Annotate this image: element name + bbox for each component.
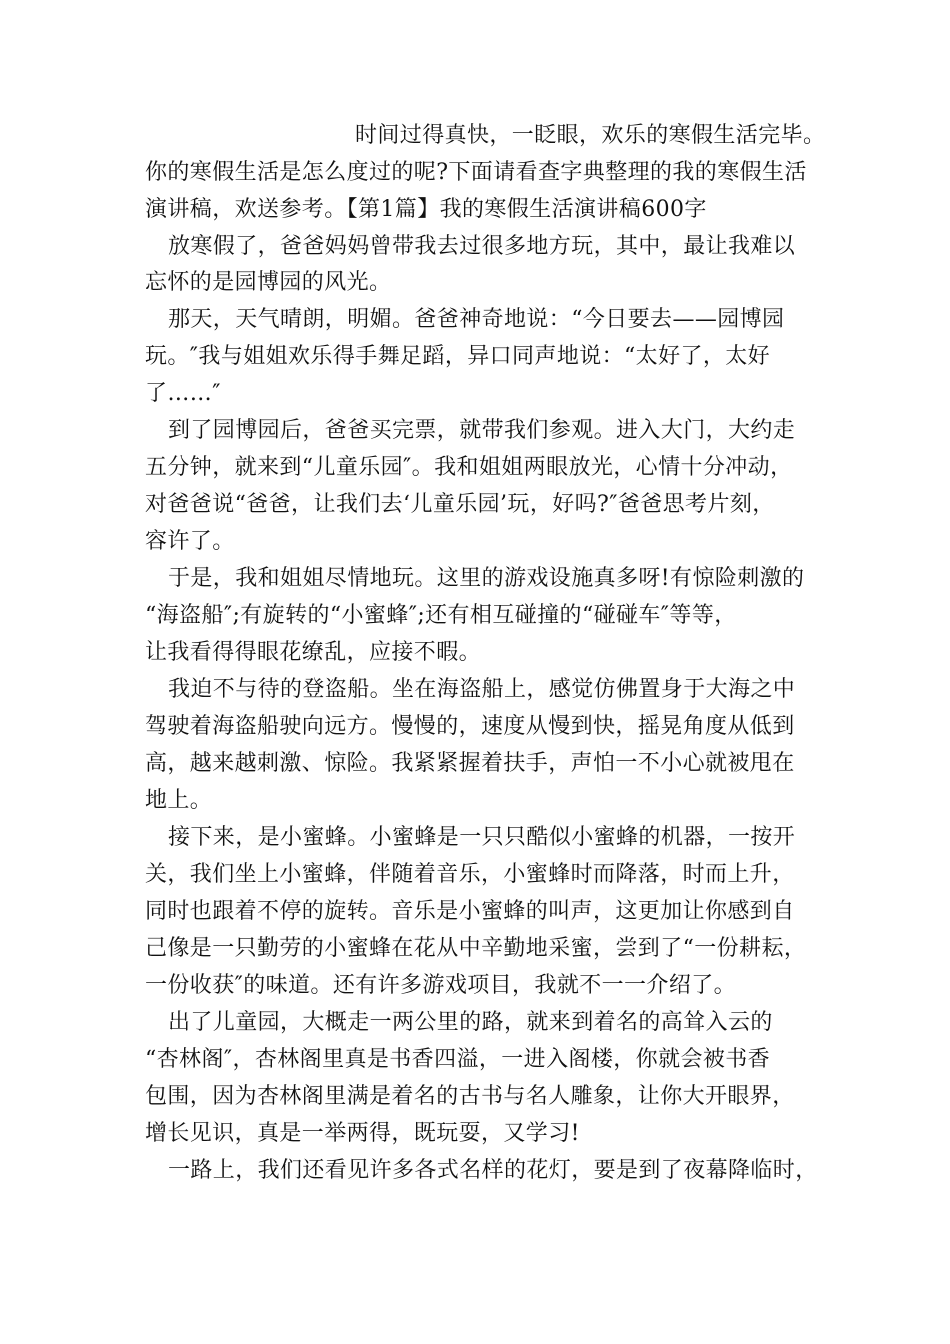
text-line: 了……″ bbox=[145, 381, 221, 406]
text-line: 对爸爸说“爸爸，让我们去‘儿童乐园’玩，好吗?″爸爸思考片刻， bbox=[145, 492, 775, 517]
text-line: “海盗船″;有旋转的“小蜜蜂″;还有相互碰撞的“碰碰车″等等， bbox=[145, 603, 737, 628]
text-line: 你的寒假生活是怎么度过的呢?下面请看查字典整理的我的寒假生活 bbox=[145, 160, 807, 185]
text-line: 地上。 bbox=[145, 788, 213, 813]
text-line: 包围，因为杏林阁里满是着名的古书与名人雕象，让你大开眼界， bbox=[145, 1084, 795, 1109]
text-line: 同时也跟着不停的旋转。音乐是小蜜蜂的叫声，这更加让你感到自 bbox=[145, 899, 795, 924]
text-line: 放寒假了，爸爸妈妈曾带我去过很多地方玩，其中，最让我难以 bbox=[168, 234, 796, 259]
text-line: 于是，我和姐姐尽情地玩。这里的游戏设施真多呀!有惊险刺激的 bbox=[168, 566, 805, 591]
text-line: 玩。″我与姐姐欢乐得手舞足蹈，异口同声地说：“太好了，太好 bbox=[145, 344, 771, 369]
text-line: 高，越来越刺激、惊险。我紧紧握着扶手，声怕一不小心就被甩在 bbox=[145, 751, 795, 776]
text-line: 驾驶着海盗船驶向远方。慢慢的，速度从慢到快，摇晃角度从低到 bbox=[145, 714, 795, 739]
text-line: 让我看得得眼花缭乱，应接不暇。 bbox=[145, 640, 482, 665]
text-line: 到了园博园后，爸爸买完票，就带我们参观。进入大门，大约走 bbox=[168, 418, 796, 443]
text-line: 忘怀的是园博园的风光。 bbox=[145, 270, 392, 295]
text-line: 接下来，是小蜜蜂。小蜜蜂是一只只酷似小蜜蜂的机器，一按开 bbox=[168, 825, 796, 850]
text-line: 时间过得真快，一眨眼，欢乐的寒假生活完毕。 bbox=[355, 123, 826, 148]
text-line: 己像是一只勤劳的小蜜蜂在花从中辛勤地采蜜，尝到了“一份耕耘， bbox=[145, 936, 807, 961]
text-line: 增长见识，真是一举两得，既玩耍，又学习! bbox=[145, 1121, 580, 1146]
text-line: 出了儿童园，大概走一两公里的路，就来到着名的高耸入云的 bbox=[168, 1010, 773, 1035]
text-line: 一份收获″的味道。还有许多游戏项目，我就不一一介绍了。 bbox=[145, 973, 737, 998]
text-line: 一路上，我们还看见许多各式名样的花灯，要是到了夜幕降临时， bbox=[168, 1158, 818, 1183]
text-line: 容许了。 bbox=[145, 529, 235, 554]
text-line: 我迫不与待的登盗船。坐在海盗船上，感觉仿佛置身于大海之中 bbox=[168, 677, 796, 702]
text-line: 五分钟，就来到“儿童乐园″。我和姐姐两眼放光，心情十分冲动， bbox=[145, 455, 793, 480]
text-line: 演讲稿，欢送参考。【第1篇】我的寒假生活演讲稿600字 bbox=[145, 197, 707, 222]
text-line: “杏林阁″，杏林阁里真是书香四溢，一进入阁楼，你就会被书香 bbox=[145, 1047, 771, 1072]
text-line: 那天，天气晴朗，明媚。爸爸神奇地说：“今日要去——园博园 bbox=[168, 307, 785, 332]
text-line: 关，我们坐上小蜜蜂，伴随着音乐，小蜜蜂时而降落，时而上升， bbox=[145, 862, 795, 887]
